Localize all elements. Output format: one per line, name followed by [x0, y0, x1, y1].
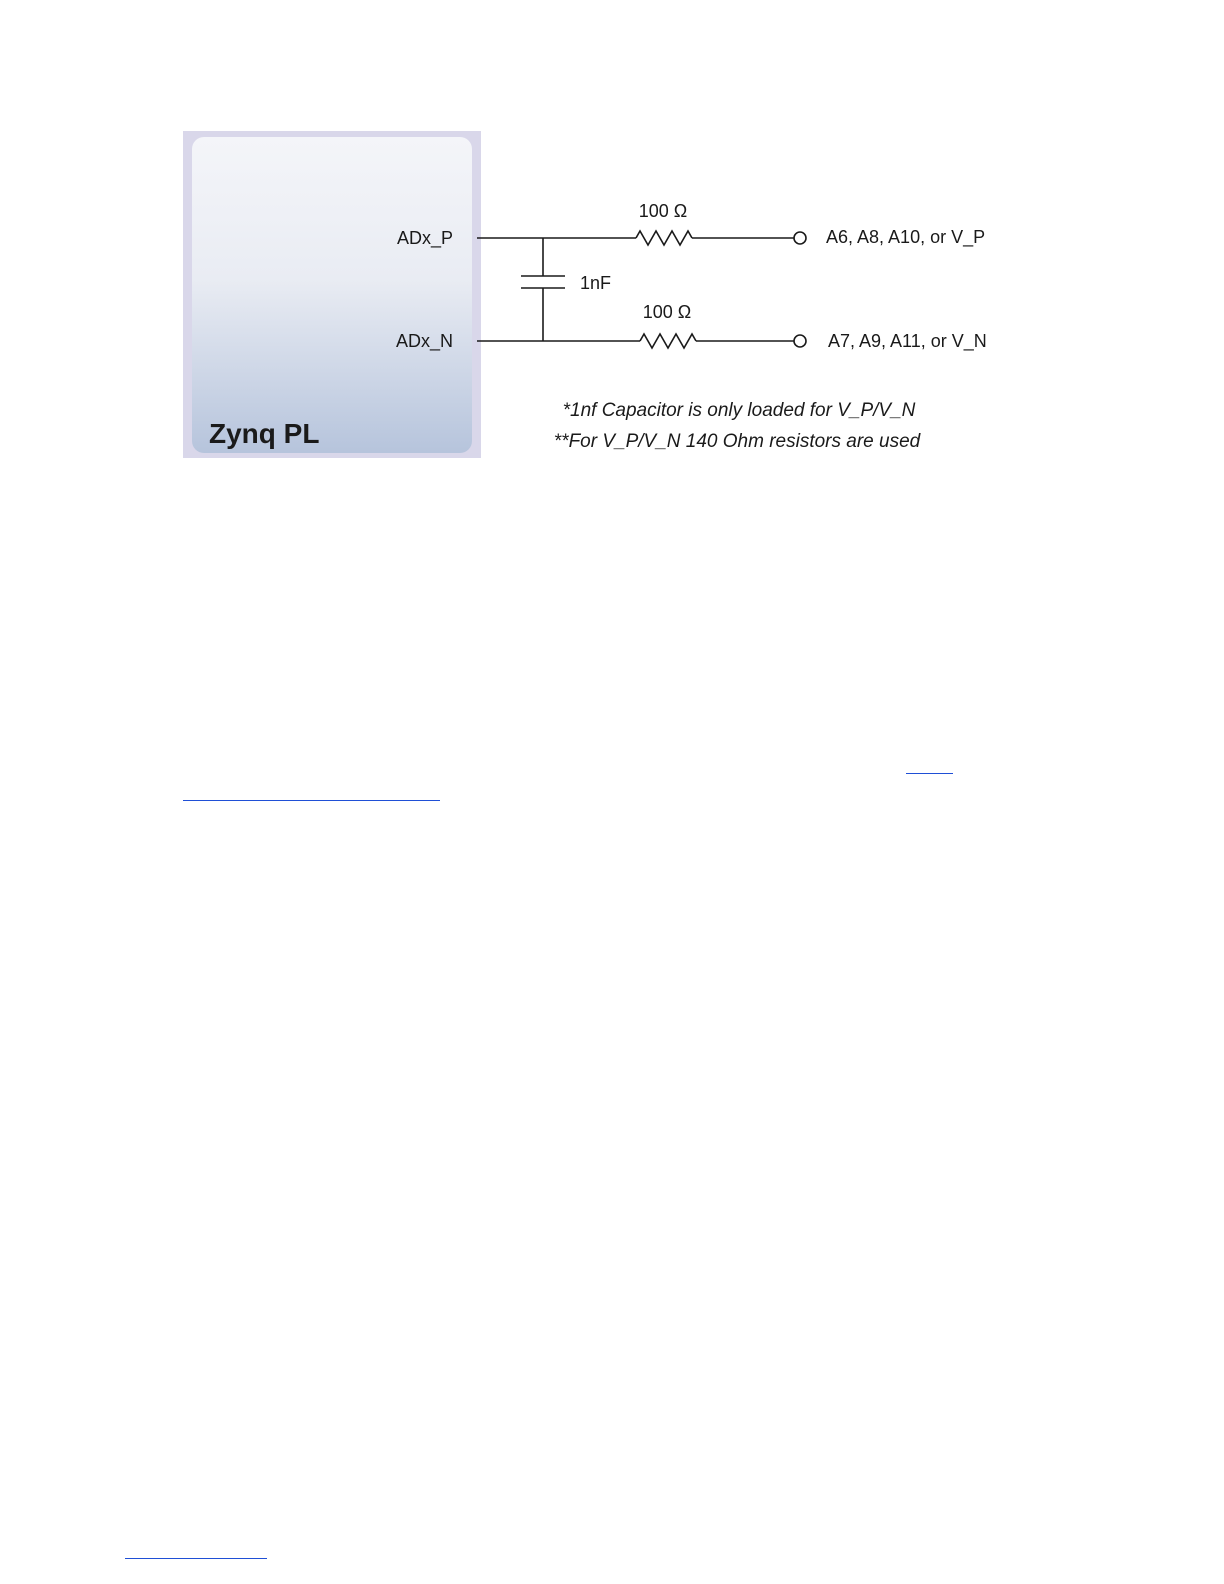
- block-label: Zynq PL: [209, 418, 320, 449]
- xadc-input-circuit-diagram: [0, 0, 1224, 480]
- hyperlink-underline-1[interactable]: [906, 773, 953, 774]
- terminal-label-n: A7, A9, A11, or V_N: [828, 331, 987, 351]
- resistor-top-value: 100 Ω: [638, 201, 688, 221]
- hyperlink-underline-3[interactable]: [125, 1558, 267, 1559]
- hyperlink-underline-2[interactable]: [183, 800, 440, 801]
- capacitor: [521, 238, 565, 341]
- resistor-bottom: [640, 334, 696, 348]
- resistor-bottom-value: 100 Ω: [642, 302, 692, 322]
- terminal-p: [794, 232, 806, 244]
- negative-signal-line: [477, 334, 806, 348]
- note-resistors: **For V_P/V_N 140 Ohm resistors are used: [553, 431, 921, 452]
- pin-label-n: ADx_N: [395, 331, 453, 351]
- capacitor-value: 1nF: [580, 273, 612, 293]
- positive-signal-line: [477, 231, 806, 245]
- zynq-pl-block: [183, 131, 481, 458]
- terminal-n: [794, 335, 806, 347]
- resistor-top: [636, 231, 692, 245]
- terminal-label-p: A6, A8, A10, or V_P: [826, 227, 986, 247]
- note-capacitor: *1nf Capacitor is only loaded for V_P/V_N: [562, 400, 916, 421]
- pin-label-p: ADx_P: [396, 228, 453, 248]
